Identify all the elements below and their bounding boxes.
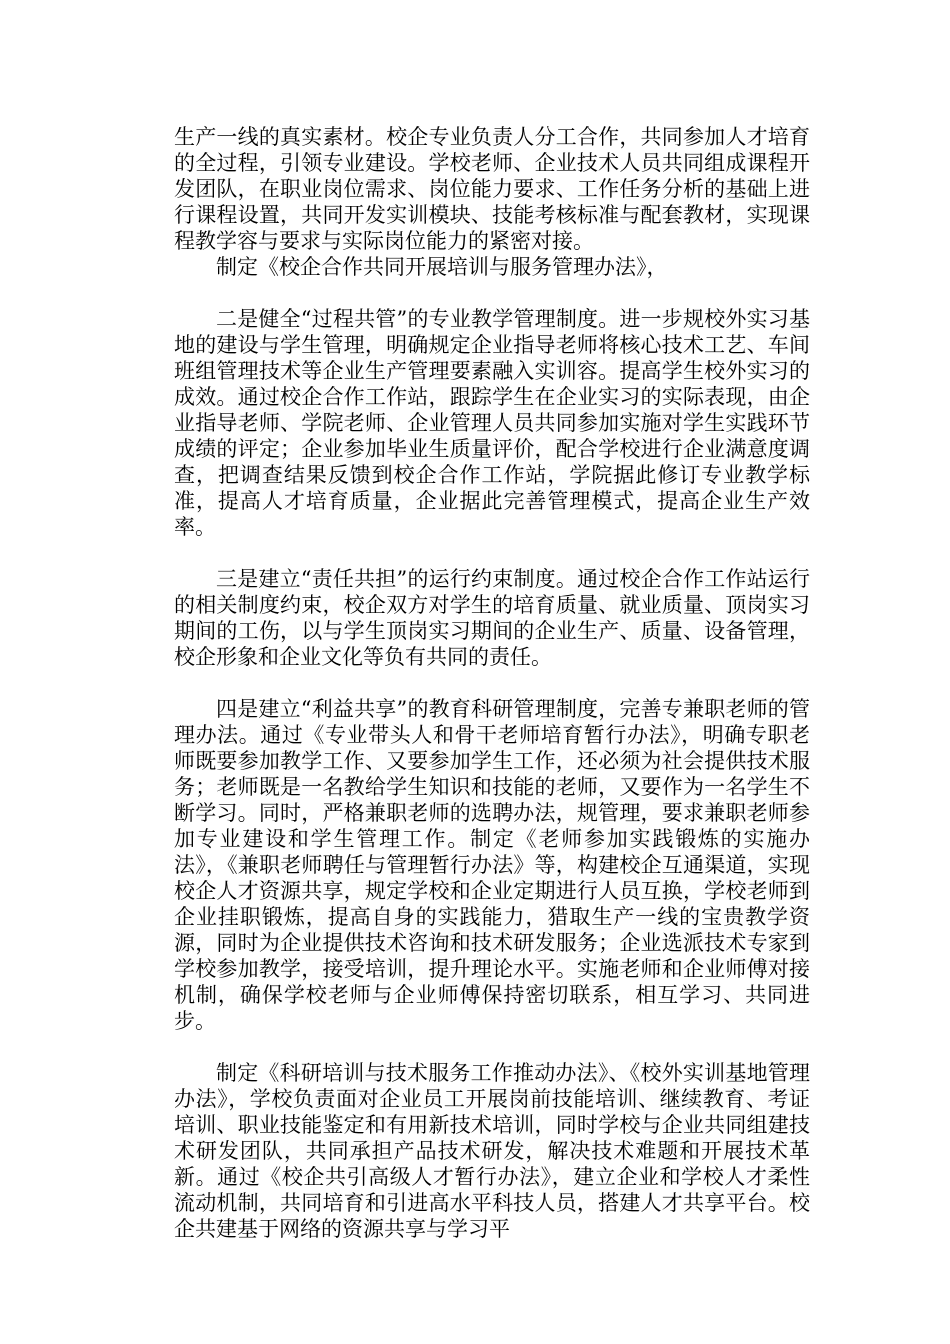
paragraph-research-training: 制定《科研培训与技术服务工作推动办法》、《校外实训基地管理办法》，学校负责面对企业员工开展岗前技能培训、继续教育、考证培训、职业技能鉴定和有用新技术培训，同时学校与企业共同组建技术研发团队，共同承担产品技术研发，解决技术难题和开展技术革新。通过《校企共引高级人才暂行办法》，建立企业和学校人才柔性流动机制，共同培育和引进高水平科技人员，搭建人才共享平台。校企共建基于网络的资源共享与学习平 — [174, 1061, 810, 1241]
paragraph-benefit-sharing: 四是建立“利益共享”的教育科研管理制度，完善专兼职老师的管理办法。通过《专业带头人和骨干老师培育暂行办法》，明确专职老师既要参加教学工作、又要参加学生工作，还必须为社会提供技术服务；老师既是一名教给学生知识和技能的老师，又要作为一名学生不断学习。同时，严格兼职老师的选聘办法，规管理，要求兼职老师参加专业建设和学生管理工作。制定《老师参加实践锻炼的实施办法》，《兼职老师聘任与管理暂行办法》等，构建校企互通渠道，实现校企人才资源共享，规定学校和企业定期进行人员互换，学校老师到企业挂职锻炼，提高自身的实践能力，猎取生产一线的宝贵教学资源，同时为企业提供技术咨询和技术研发服务；企业选派技术专家到学校参加教学，接受培训，提升理论水平。实施老师和企业师傅对接机制，确保学校老师与企业师傅保持密切联系，相互学习、共同进步。 — [174, 697, 810, 1033]
paragraph-gap — [174, 670, 810, 696]
paragraph-continuation: 生产一线的真实素材。校企专业负责人分工合作，共同参加人才培育的全过程，引领专业建设。学校老师、企业技术人员共同组成课程开发团队，在职业岗位需求、岗位能力要求、工作任务分析的基础上进行课程设置，共同开发实训模块、技能考核标准与配套教材，实现课程教学容与要求与实际岗位能力的紧密对接。 — [174, 125, 810, 253]
paragraph-gap — [174, 1034, 810, 1060]
paragraph-process-management: 二是健全“过程共管”的专业教学管理制度。进一步规校外实习基地的建设与学生管理，明确规定企业指导老师将核心技术工艺、车间班组管理技术等企业生产管理要素融入实训容。提高学生校外实习的成效。通过校企合作工作站，跟踪学生在企业实习的实际表现，由企业指导老师、学院老师、企业管理人员共同参加实施对学生实践环节成绩的评定；企业参加毕业生质量评价，配合学校进行企业满意度调查，把调查结果反馈到校企合作工作站，学院据此修订专业教学标准，提高人才培育质量，企业据此完善管理模式，提高企业生产效率。 — [174, 307, 810, 539]
paragraph-training-measures: 制定《校企合作共同开展培训与服务管理办法》， — [216, 255, 668, 279]
document-page — [174, 124, 810, 1242]
paragraph-gap — [174, 280, 810, 306]
paragraph-gap — [174, 540, 810, 566]
paragraph-responsibility: 三是建立“责任共担”的运行约束制度。通过校企合作工作站运行的相关制度约束，校企双方对学生的培育质量、就业质量、顶岗实习期间的工伤，以与学生顶岗实习期间的企业生产、质量、设备管理，校企形象和企业文化等负有共同的责任。 — [174, 567, 810, 669]
